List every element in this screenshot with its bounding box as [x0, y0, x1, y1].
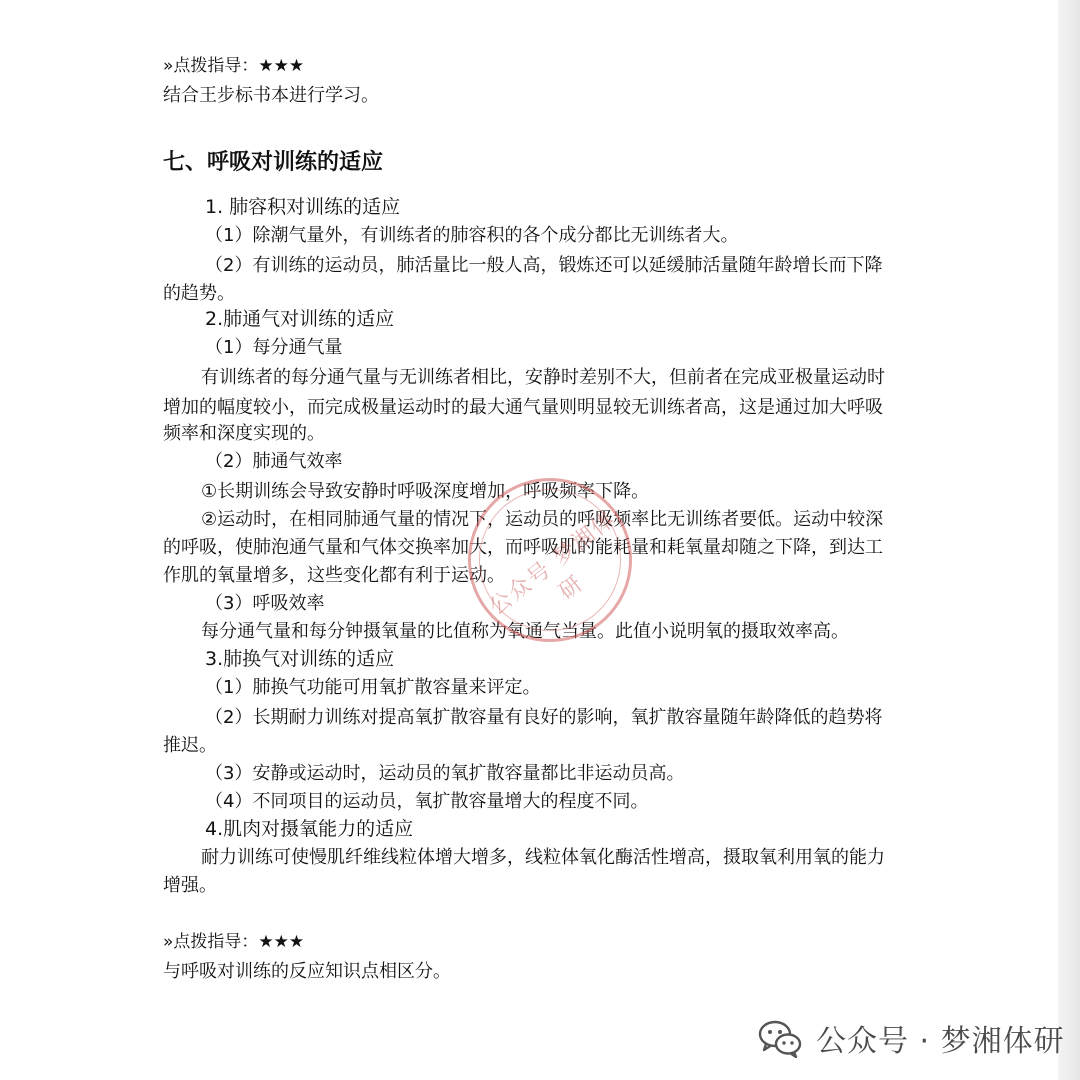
subsection-title: 4.肌肉对摄氧能力的适应 [205, 818, 414, 840]
paragraph: （4）不同项目的运动员，氧扩散容量增大的程度不同。 [205, 791, 649, 812]
paragraph: 的趋势。 [163, 283, 235, 304]
tip-text: 结合王步标书本进行学习。 [163, 85, 379, 106]
footer-brand[interactable] [758, 1014, 1065, 1062]
paragraph: 频率和深度实现的。 [163, 423, 325, 444]
paragraph: （2）有训练的运动员，肺活量比一般人高，锻炼还可以延缓肺活量随年龄增长而下降 [205, 255, 883, 276]
tip-text: 与呼吸对训练的反应知识点相区分。 [163, 961, 451, 982]
footer-account-name: 公众号 · 梦湘体研 [816, 1024, 1065, 1059]
item-title: （3）呼吸效率 [205, 593, 325, 614]
subsection-title: 3.肺换气对训练的适应 [205, 648, 395, 670]
stamp-text: 公众号 梦湘体研 [484, 506, 621, 621]
tip-label: »点拨指导：★★★ [163, 56, 305, 76]
subsection-title: 1. 肺容积对训练的适应 [205, 196, 401, 218]
tip-label: »点拨指导：★★★ [163, 932, 305, 952]
section-title: 七、呼吸对训练的适应 [163, 150, 384, 175]
paragraph: 增加的幅度较小，而完成极量运动时的最大通气量则明显较无训练者高，这是通过加大呼吸 [163, 397, 883, 418]
paragraph: 每分通气量和每分钟摄氧量的比值称为氧通气当量。此值小说明氧的摄取效率高。 [201, 621, 849, 642]
paragraph: ②运动时，在相同肺通气量的情况下，运动员的呼吸频率比无训练者要低。运动中较深 [201, 509, 884, 530]
paragraph: （2）长期耐力训练对提高氧扩散容量有良好的影响，氧扩散容量随年龄降低的趋势将 [205, 707, 883, 728]
item-title: （2）肺通气效率 [205, 451, 343, 472]
paragraph: 推迟。 [163, 735, 217, 756]
item-title: （1）每分通气量 [205, 337, 343, 358]
scrollbar-track[interactable] [1058, 0, 1080, 1080]
paragraph: 的呼吸，使肺泡通气量和气体交换率加大，而呼吸肌的能耗量和耗氧量却随之下降，到达工 [163, 537, 883, 558]
subsection-title: 2.肺通气对训练的适应 [205, 308, 395, 330]
paragraph: （1）除潮气量外，有训练者的肺容积的各个成分都比无训练者大。 [205, 225, 739, 246]
wechat-icon [758, 1018, 802, 1058]
paragraph: 耐力训练可使慢肌纤维线粒体增大增多，线粒体氧化酶活性增高，摄取氧利用氧的能力 [201, 847, 885, 868]
paragraph: （3）安静或运动时，运动员的氧扩散容量都比非运动员高。 [205, 763, 685, 784]
paragraph: 作肌的氧量增多，这些变化都有利于运动。 [163, 565, 505, 586]
paragraph: 有训练者的每分通气量与无训练者相比，安静时差别不大，但前者在完成亚极量运动时 [201, 367, 885, 388]
paragraph: ①长期训练会导致安静时呼吸深度增加，呼吸频率下降。 [201, 481, 650, 502]
paragraph: （1）肺换气功能可用氧扩散容量来评定。 [205, 677, 541, 698]
paragraph: 增强。 [163, 875, 217, 896]
